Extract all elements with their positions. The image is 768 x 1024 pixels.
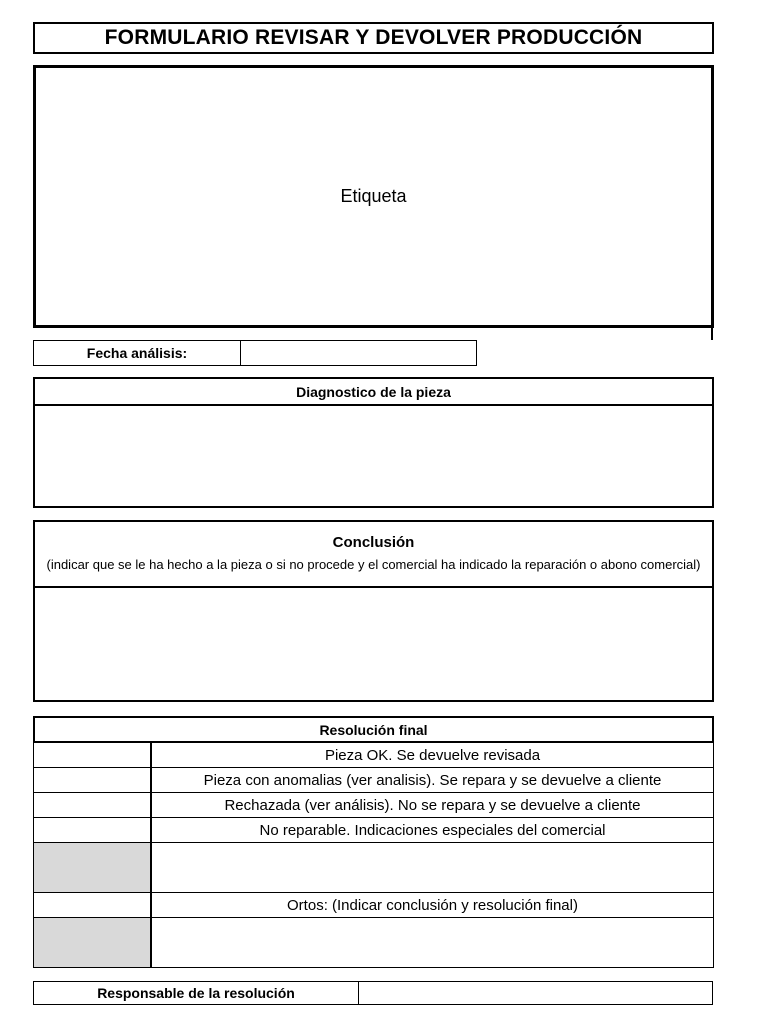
resolution-notes-row	[33, 918, 714, 968]
resolution-option-label: Ortos: (Indicar conclusión y resolución final)	[287, 896, 578, 914]
shaded-cell	[34, 843, 152, 892]
conclusion-note: (indicar que se le ha hecho a la pieza o si no procede y el comercial ha indicado la reparación o abono comercial)	[46, 556, 701, 572]
resolution-option-label: No reparable. Indicaciones especiales del comercial	[259, 821, 606, 839]
resolution-checkbox[interactable]	[34, 893, 152, 917]
resolution-header	[33, 716, 714, 743]
resolution-option-label: Rechazada (ver análisis). No se repara y se devuelve a cliente	[224, 796, 641, 814]
conclusion-input[interactable]	[33, 586, 714, 702]
label-area-text: Etiqueta	[340, 186, 407, 206]
resolution-option-label: Pieza OK. Se devuelve revisada	[324, 746, 541, 764]
date-input[interactable]	[240, 340, 477, 366]
conclusion-title: Conclusión	[332, 533, 415, 551]
responsible-label-cell	[33, 981, 359, 1005]
label-area	[33, 65, 714, 328]
resolution-option-row	[33, 768, 714, 793]
resolution-option-row	[33, 818, 714, 843]
date-label-cell	[33, 340, 241, 366]
shaded-cell	[34, 918, 152, 967]
resolution-option-row	[33, 793, 714, 818]
conclusion-header	[33, 520, 714, 588]
resolution-notes-input[interactable]	[152, 843, 713, 892]
resolution-notes-row	[33, 843, 714, 893]
resolution-checkbox[interactable]	[34, 743, 152, 767]
date-label: Fecha análisis:	[86, 345, 188, 361]
diagnostic-header	[33, 377, 714, 406]
resolution-notes-input[interactable]	[152, 918, 713, 967]
resolution-title: Resolución final	[319, 721, 428, 738]
divider	[711, 326, 713, 340]
resolution-option-row	[33, 743, 714, 768]
responsible-input[interactable]	[358, 981, 713, 1005]
form-title: FORMULARIO REVISAR Y DEVOLVER PRODUCCIÓN	[104, 26, 643, 49]
diagnostic-input[interactable]	[33, 404, 714, 508]
diagnostic-title: Diagnostico de la pieza	[296, 383, 451, 400]
resolution-option-label: Pieza con anomalias (ver analisis). Se repara y se devuelve a cliente	[203, 771, 662, 789]
resolution-checkbox[interactable]	[34, 793, 152, 817]
form-title-box	[33, 22, 714, 54]
resolution-checkbox[interactable]	[34, 818, 152, 842]
resolution-option-row	[33, 893, 714, 918]
resolution-checkbox[interactable]	[34, 768, 152, 792]
responsible-label: Responsable de la resolución	[97, 985, 295, 1001]
